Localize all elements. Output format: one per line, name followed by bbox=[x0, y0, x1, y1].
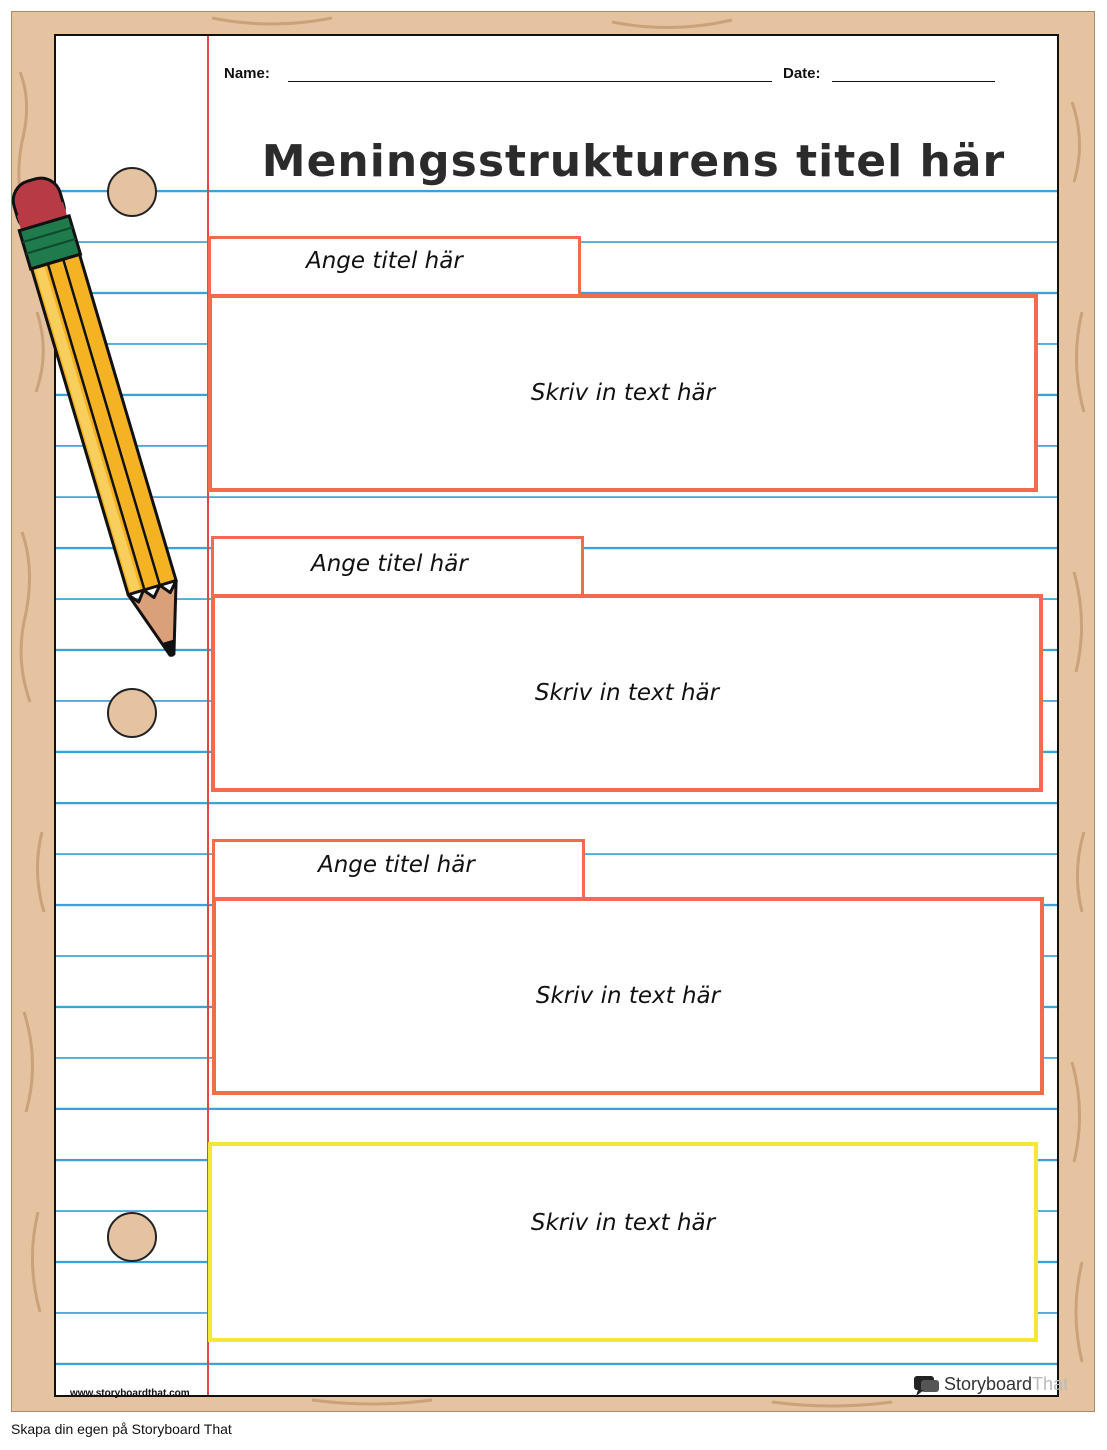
name-line[interactable] bbox=[288, 81, 772, 82]
speech-bubble-icon bbox=[912, 1372, 942, 1398]
conclusion-text: Skriv in text här bbox=[530, 1210, 716, 1236]
section-1-tab-label: Ange titel här bbox=[306, 248, 463, 274]
section-2-tab-label: Ange titel här bbox=[311, 551, 468, 577]
date-label: Date: bbox=[783, 65, 821, 82]
pencil-illustration bbox=[0, 0, 200, 680]
punch-hole-bottom bbox=[107, 1212, 157, 1262]
logo-text: StoryboardThat bbox=[944, 1374, 1069, 1394]
conclusion-text-box[interactable] bbox=[208, 1142, 1038, 1342]
section-2-text-box[interactable] bbox=[211, 594, 1043, 792]
section-1-text-box[interactable] bbox=[208, 294, 1038, 492]
section-2-text: Skriv in text här bbox=[534, 680, 720, 706]
section-1-text: Skriv in text här bbox=[530, 380, 716, 406]
punch-hole-middle bbox=[107, 688, 157, 738]
storyboardthat-logo bbox=[912, 1372, 1082, 1400]
footer-credit[interactable]: Skapa din egen på Storyboard That bbox=[11, 1421, 232, 1437]
section-3-text-box[interactable] bbox=[212, 897, 1044, 1095]
storyboardthat-url[interactable]: www.storyboardthat.com bbox=[70, 1388, 190, 1399]
section-3-tab-label: Ange titel här bbox=[318, 852, 475, 878]
worksheet-title[interactable]: Meningsstrukturens titel här bbox=[261, 136, 1006, 187]
lined-paper bbox=[54, 34, 1069, 1399]
name-label: Name: bbox=[224, 65, 270, 82]
section-3-text: Skriv in text här bbox=[535, 983, 721, 1009]
date-line[interactable] bbox=[832, 81, 995, 82]
